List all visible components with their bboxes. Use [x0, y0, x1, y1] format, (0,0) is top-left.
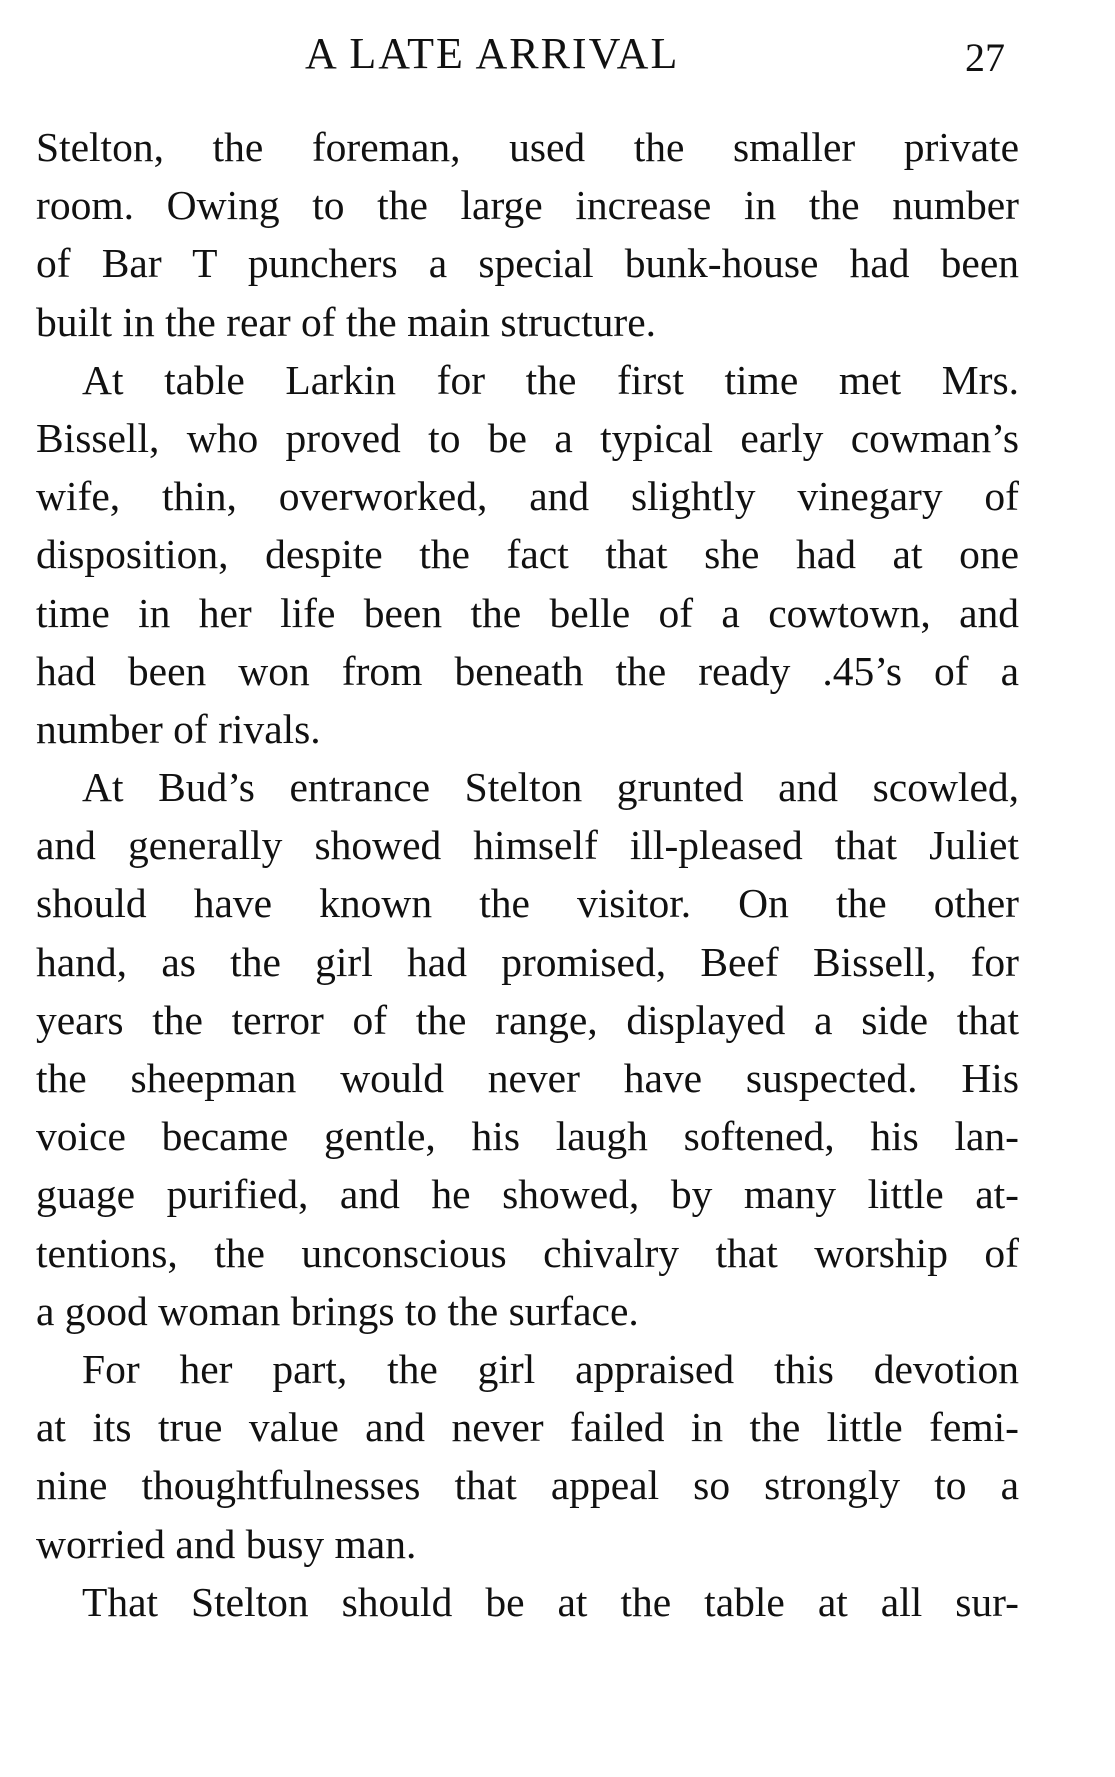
text-line: nine thoughtfulnesses that appeal so strongly to a — [36, 1462, 1019, 1509]
text-line: For her part, the girl appraised this devotion — [82, 1345, 1019, 1392]
text-line: at its true value and never failed in the little femi- — [36, 1404, 1019, 1451]
text-line: That Stelton should be at the table at all sur- — [82, 1578, 1019, 1625]
text-line: number of rivals. — [36, 705, 321, 752]
body-text — [36, 118, 1019, 1631]
text-line: At Bud’s entrance Stelton grunted and scowled, — [82, 764, 1019, 811]
text-line: had been won from beneath the ready .45’s of a — [36, 647, 1019, 694]
page-number: 27 — [965, 35, 1005, 80]
text-line: guage purified, and he showed, by many little at- — [36, 1171, 1019, 1218]
text-line: room. Owing to the large increase in the number — [36, 182, 1019, 229]
text-line: a good woman brings to the surface. — [36, 1287, 639, 1334]
running-title: A LATE ARRIVAL — [305, 29, 680, 78]
text-line: worried and busy man. — [36, 1520, 417, 1567]
text-line: hand, as the girl had promised, Beef Bissell, for — [36, 938, 1019, 985]
running-head — [0, 28, 1115, 88]
text-line: voice became gentle, his laugh softened, his lan- — [36, 1113, 1019, 1160]
text-line: built in the rear of the main structure. — [36, 298, 656, 345]
text-line: years the terror of the range, displayed a side that — [36, 996, 1019, 1043]
text-line: of Bar T punchers a special bunk-house had been — [36, 240, 1019, 287]
text-line: tentions, the unconscious chivalry that worship of — [36, 1229, 1019, 1276]
text-line: and generally showed himself ill-pleased that Juliet — [36, 822, 1019, 869]
text-line: disposition, despite the fact that she had at one — [36, 531, 1019, 578]
text-line: Stelton, the foreman, used the smaller private — [36, 124, 1019, 170]
text-line: should have known the visitor. On the other — [36, 880, 1019, 927]
text-line: At table Larkin for the first time met Mrs. — [82, 356, 1019, 403]
text-line: wife, thin, overworked, and slightly vinegary of — [36, 473, 1019, 520]
text-line: time in her life been the belle of a cowtown, and — [36, 589, 1019, 636]
text-line: the sheepman would never have suspected. His — [36, 1055, 1019, 1101]
text-line: Bissell, who proved to be a typical early cowman’s — [36, 414, 1019, 461]
